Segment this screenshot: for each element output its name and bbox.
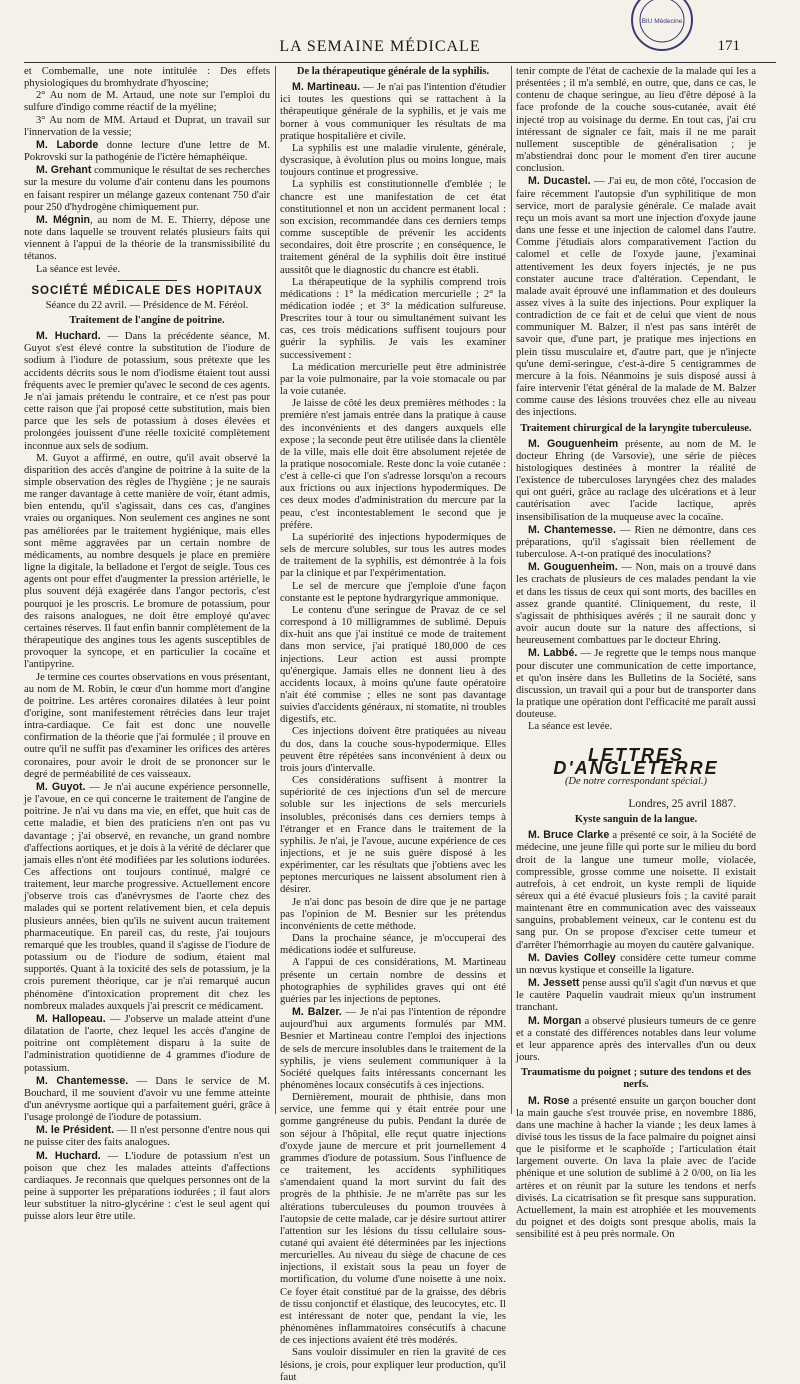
paragraph: 3° Au nom de MM. Artaud et Duprat, un travail sur l'innervation de la vessie; — [24, 114, 270, 138]
speaker-name: M. le Président. — [36, 1124, 115, 1137]
speaker-name: M. Balzer. — [292, 1006, 342, 1019]
paragraph — [516, 977, 756, 1014]
paragraph: La syphilis est une maladie virulente, générale, dyscrasique, à évolution plus ou moins longue, mais toujours continue et progressive. — [280, 142, 506, 179]
paragraph: La syphilis est constitutionnelle d'emblée ; le chancre est une manifestation de cet état constitutionnel et non un accident permanent local : son excision, recommandée dans ces derniers temps comme susceptible de prévenir les accidents secondaires, doit être proscrite ; en conséquence, le traitement général de la syphilis doit être institué aussitôt que le diagnostic du chancre est établi. — [280, 179, 506, 276]
paragraph — [516, 175, 756, 419]
paragraph: et Combemalle, une note intitulée : Des effets physiologiques du bromhydrate d'hyoscine; — [24, 66, 270, 90]
paragraph — [516, 1095, 756, 1242]
paragraph: Le contenu d'une seringue de Pravaz de ce sel correspond à 10 milligrammes de sublimé. Depuis dix-huit ans que j'ai institué ce mode de traitement dans mon service, j'ai pratiqué 180,000 de ces injections. Leur action est aussi prompte qu'énergique. Jamais elles ne donnent lieu à des accidents locaux, à moins qu'une faute opératoire n'ait été commise ; elles ne sont pas davantage suivies d'accidents généraux, ni stomatite, ni troubles digestifs, etc. — [280, 604, 506, 726]
speaker-name: M. Huchard. — [36, 1149, 101, 1162]
paragraph — [24, 214, 270, 264]
paragraph — [280, 81, 506, 143]
paragraph — [24, 1150, 270, 1224]
paragraph-text: considère cette tumeur comme un nœvus kystique et conseille la ligature. — [516, 952, 757, 976]
column-1 — [24, 66, 271, 1223]
paragraph — [24, 164, 270, 214]
paragraph: La séance est levée. — [528, 721, 613, 733]
paragraph — [516, 524, 756, 561]
correspondent-line: (De notre correspondant spécial.) — [564, 775, 708, 787]
journal-title: LA SEMAINE MÉDICALE — [279, 38, 481, 55]
column-divider — [511, 66, 512, 1114]
paragraph — [516, 1015, 756, 1065]
paragraph-text: présente, au nom de M. le docteur Ehring (de Varsovie), une série de pièces histologiques destinées à montrer la réalité de l'existence de tuberculoses laryngées chez des malades qui ont guéri, grâce au raclage des ulcérations et à leur cautérisation avec l'acide lactique, après insensibilisation de la muqueuse avec la cocaïne. — [516, 438, 756, 523]
paragraph: Sans vouloir dissimuler en rien la gravité de ces lésions, je crois, pour expliquer leur production, qu'il faut — [280, 1347, 506, 1383]
speaker-name: M. Huchard. — [36, 330, 101, 343]
paragraph: Je termine ces courtes observations en vous présentant, au nom de M. Robin, le cœur d'un homme mort d'angine de poitrine. Les artères coronaires dilatées à leur point d'origine, sont manifestement rétrécies dans leur trajet intra-cardiaque. Ce fait est donc une nouvelle confirmation de la théorie que j'ai formulée ; il prouve en outre qu'il ne suffit pas d'examiner les orifices des artères coronaires, pour avoir le droit de se prononcer sur le degré de perméabilité de ces vaisseaux. — [24, 671, 270, 780]
paragraph — [516, 952, 756, 977]
stamp-text: BIU Médecine — [641, 18, 683, 25]
paragraph-text: a présenté ce soir, à la Société de médecine, une jeune fille qui porte sur le milieu du bord droit de la langue une tumeur molle, violacée, compressible, grosse comme une noisette. Il existait autrefois, à cet endroit, un kyste rempli de liquide séreux qui a été évacué plusieurs fois ; la cavité parait maintenant être en communication avec des vaisseaux sanguins, probablement veineux, car le contenu est du sang pur. On se propose d'exciser cette tumeur et d'arrêter l'hémorrhagie au moyen du cautère galvanique. — [516, 830, 756, 951]
paragraph: 2° Au nom de M. Artaud, une note sur l'emploi du sulfure d'indigo comme réactif de la myéline; — [24, 90, 270, 114]
paragraph: Ces considérations suffisent à montrer la supériorité de ces injections d'un sel de mercure soluble sur les injections de sels mercuriels insolubles, préconisés dans ces derniers temps à l'étranger et en France dans le traitement de la syphilis. Je n'ai, je l'avoue, aucune expérience de ces injections, et je ne suis guère disposé à les expérimenter, car les résultats que j'obtiens avec les peptones mercuriques ne laissent absolument rien à désirer. — [280, 775, 506, 896]
paragraph: Je laisse de côté les deux premières méthodes : la première n'est jamais entrée dans la pratique à cause des inconvénients et des dangers auxquels elle expose ; la seconde peut être utilisée dans la clientèle de la ville, mais elle doit être absolument rejetée de la pratique nosocomiale. Reste donc la voie cutanée : c'est à celle-ci que l'on s'adresse lorsqu'on a recours aux frictions ou aux injections hypodermiques. De ces deux modes d'administration du mercure par la peau, c'est incontestablement le second que je préfère. — [280, 398, 506, 531]
column-divider — [275, 66, 276, 1114]
paragraph-text: donne lecture d'une lettre de M. Pokrovski sur la pathogénie de l'ictère hémaphéique. — [24, 139, 270, 164]
paragraph-text: — Dans le service de M. Bouchard, il me souvient d'avoir vu une femme atteinte d'un anévrysme aortique qui a parfaitement guéri, grâce à l'usage prolongé de l'iodure de potassium. — [24, 1075, 270, 1124]
speaker-name: M. Chantemesse. — [36, 1074, 129, 1087]
subheading: Kyste sanguin de la langue. — [574, 814, 698, 826]
paragraph-text: — Je n'ai pas l'intention d'étudier ici toutes les questions qui se rattachent à la thérapeutique générale de la syphilis, et je vais me borner à vous communiquer les résultats de ma pratique hospitalière et civile. — [280, 82, 506, 142]
subheading: Traitement chirurgical de la laryngite tuberculeuse. — [520, 422, 752, 434]
dateline: Londres, 25 avril 1887. — [628, 797, 736, 810]
column-2 — [280, 66, 506, 1383]
speaker-name: M. Martineau. — [292, 81, 361, 94]
paragraph: M. Guyot a affirmé, en outre, qu'il avait observé la disparition des accès d'angine de poitrine à la suite de la simple observation des règles de l'hygiène ; je ne saurais me ranger davantage à cette manière de voir, étant admis, bien entendu, qu'il s'agissait, dans ces cas, d'angines vraies ou organiques. Non seulement ces angines ne sont pas améliorées par le traitement hygiénique, mais elles sont même aggravées par un certain nombre de médicaments, au nombre desquels je place en première ligne la digitale, la belladone et l'ergot de seigle. Tous ces agents ont pour effet d'augmenter la pression artérielle, le plus souvent déjà exagérée dans l'angor pectoris, c'est pourquoi je les proscris. Le bromure de potassium, pour des raisons analogues, ne doit être employé qu'avec certaines réserves. Il faut enfin bannir complètement de la thérapeutique des angines tous les agents susceptibles de provoquer la syncope, et en particulier la cocaïne et l'antipyrine. — [24, 452, 270, 671]
speaker-name: M. Morgan — [528, 1014, 582, 1027]
paragraph — [24, 330, 270, 453]
paragraph — [24, 1075, 270, 1125]
paragraph-text: — J'observe un malade atteint d'une dilatation de l'aorte, chez lequel les accès d'angine de poitrine ont complètement disparu à la suite de l'administration quotidienne de 4 grammes d'iodure de potassium. — [24, 1013, 271, 1074]
paragraph: La médication mercurielle peut être administrée par la voie pulmonaire, par la voie stomacale ou par la voie cutanée. — [280, 361, 506, 398]
paragraph-text: — Rien ne démontre, dans ces préparations, qu'il s'agissait bien réellement de tuberculose. A-t-on pratiqué des inoculations? — [516, 524, 757, 561]
subheading: Traitement de l'angine de poitrine. — [69, 314, 225, 326]
paragraph-text: communique le résultat de ses recherches sur la mesure du volume d'air contenu dans les poumons en faisant respirer un mélange gazeux contenant 750 d'air pour 250 d'hydrogène chimiquement pur. — [24, 165, 270, 213]
paragraph-text: , au nom de M. E. Thierry, dépose une note dans laquelle se trouvent relatés plusieurs faits qui viennent à l'appui de la théorie de la transmissibilité du tétanos. — [24, 214, 270, 263]
paragraph — [24, 1013, 270, 1075]
paragraph-text: — L'iodure de potassium n'est un poison que chez les malades atteints d'affections cardiaques. Je reconnais que quelques personnes ont de la peine à supporter les préparations iodurées ; il faut alors leur substituer la nitro-glycérine : c'est le seul agent qui puisse alors leur être utile. — [24, 1150, 271, 1223]
subheading: De la thérapeutique générale de la syphilis. — [296, 66, 490, 77]
paragraph: Je n'ai donc pas besoin de dire que je ne partage pas l'opinion de M. Besnier sur les prétendus inconvénients de cette méthode. — [280, 896, 506, 932]
page-header — [20, 38, 740, 58]
speaker-name: M. Laborde — [36, 138, 99, 151]
speaker-name: M. Ducastel. — [528, 175, 591, 188]
paragraph — [280, 1006, 506, 1092]
speaker-name: M. Hallopeau. — [36, 1012, 106, 1025]
paragraph-text: a présenté ensuite un garçon boucher dont la main gauche s'est trouvée prise, en novembre 1886, dans une machine à hacher la viande ; les deux lames à divisé tous les tissus de la face palmaire du poignet ainsi que le pisiforme et le scaphoïde ; l'articulation était largement ouverte. On lava la plaie avec de l'acide phénique et une solution de sublimé à 2 0/00, on lia les artères et on réunit par la suture les tendons et nerfs divisés. La cicatrisation se fit presque sans suppuration. Actuellement, la main est atrophiée et les mouvements du poignet et des doigts sont presque abolis, mais la sensibilité est à peu près normale. On — [516, 1095, 756, 1241]
paragraph — [516, 438, 756, 524]
header-rule — [24, 62, 776, 63]
subheading: Traumatisme du poignet ; suture des tendons et des nerfs. — [520, 1067, 752, 1091]
paragraph — [24, 1124, 270, 1149]
paragraph — [516, 829, 756, 952]
paragraph-text: — Je n'ai aucune expérience personnelle, je l'avoue, en ce qui concerne le traitement de l'angine de poitrine. Je n'ai vu dans ma vie, en effet, que huit cas de cette maladie, et bien des praticiens n'en ont pas vu davantage ; j'ai observé, en revanche, un grand nombre d'affections aortiques, et je dois à la vérité de déclarer que jamais elles n'ont été modifiées par les solutions iodurées. Ces affections ont toujours continué, malgré ce traitement, leur marche progressive. Actuellement encore j'observe trois cas d'anévrysmes de l'aorte chez des malades qui se portent relativement bien, et cela depuis plusieurs années, bien qu'ils ne suivent aucun traitement pharmaceutique. En pareil cas, du reste, j'ai toujours remarqué que les troubles, quand il s'agisse de l'iodure de potassium ou de l'iodure de sodium, étaient mal supportés. Quant à la toxicité des sels de potassium, je la crois purement théorique, car je n'ai remarqué aucun phénomène d'intoxication proprement dit chez les nombreux malades auxquels j'ai prescrit ce médicament. — [24, 781, 270, 1012]
paragraph: Dans la prochaine séance, je m'occuperai des médications iodée et sulfureuse. — [280, 933, 506, 957]
paragraph-text: pense aussi qu'il s'agit d'un nœvus et que le cautère Paquelin vaudrait mieux qu'un instrument tranchant. — [516, 978, 756, 1014]
speaker-name: M. Mégnin — [36, 213, 91, 226]
speaker-name: M. Labbé. — [528, 647, 578, 660]
page-number: 171 — [717, 38, 740, 54]
column-3 — [516, 66, 757, 1241]
seance-line: Séance du 22 avril. — Présidence de M. Féréol. — [45, 299, 249, 311]
paragraph: tenir compte de l'état de cachexie de la malade qui les a présentées ; il m'a semblé, en outre, que, dans ce cas, le contenu de chaque seringue, au lieu d'être déposé à la face profonde de la couche sous-cutanée, avait été injecté trop au voisinage du derme. En tout cas, j'ai cru intéressant de signaler ce fait, mais il ne me parait nullement susceptible de généralisation ; je m'abstiendrai donc pour le moment d'en tirer aucune conclusion. — [516, 66, 756, 175]
speaker-name: M. Rose — [528, 1094, 570, 1107]
section-title: LETTRES D'ANGLETERRE — [553, 745, 719, 778]
section-title: SOCIÉTÉ MÉDICALE DES HOPITAUX — [31, 284, 263, 297]
paragraph: Dernièrement, mourait de phthisie, dans mon service, une femme qui y était entrée pour une gomme gangréneuse du pubis. Pendant la durée de son séjour à l'hôpital, elle reçut quatre injections d'oxyde jaune de mercure et prit journellement 4 grammes d'iodure de potassium. Sous l'influence de ce traitement, les accidents syphilitiques s'amendaient quand la mort survint du fait des progrès de la phthisie. Je ne m'arrête pas sur les altérations tuberculeuses du poumon trouvées à l'autopsie de cette malade, car je désire surtout attirer l'attention sur les lésions du tissu cellulaire sous-cutané qui avaient été déterminées par les injections mercurielles. Au niveau du siège de chacune de ces injections, il existait sous la peau un foyer de mortification, du volume d'une noisette à une noix. Ce foyer était constitué par de la graisse, des débris de tissu conjonctif et élastique, des leucocytes, etc. Il est intéressant de noter que, pendant la vie, les phénomènes inflammatoires consécutifs à chacune de ces injections avaient été très modérés. — [280, 1092, 506, 1347]
paragraph: La séance est levée. — [36, 263, 121, 275]
paragraph-text: — J'ai eu, de mon côté, l'occasion de faire récemment l'autopsie d'un syphilitique de mon service, mort de paralysie générale. Ce malade avait reçu un mois avant sa mort une injection d'oxyde jaune dans une fesse et une injection de calomel dans l'autre. Comme j'étudiais alors comparativement l'action du calomel et celle de l'oxyde jaune, j'examinai attentivement les deux foyers injectés, je ne pus constater aucune trace d'altération. Cependant, le malade avait éprouvé une inflammation et des douleurs assez vives à la suite des injections. Pour expliquer la contradiction de ce fait et de celui que vient de nous communiquer M. Balzer, il n'est pas sans intérêt de savoir que, d'une part, je pratique mes injections en plein tissu musculaire et, d'autre part, que je n'injecte qu'une demi-seringue, c'est-à-dire 5 centigrammes de mercure à la fois. Néanmoins je suis disposé aussi à faire intervenir l'état général de la malade de M. Balzer comme cause des lésions trouvées chez elle au niveau des injections. — [516, 176, 756, 419]
speaker-name: M. Chantemesse. — [528, 523, 616, 536]
paragraph: Ces injections doivent être pratiquées au niveau du dos, dans la couche sous-hypodermique. Elles peuvent être répétées sans inconvénient à deux ou trois jours d'intervalle. — [280, 726, 506, 774]
paragraph-text: a observé plusieurs tumeurs de ce genre et a constaté des différences notables dans leur volume et leur apparence après des intervalles d'un ou deux jours. — [516, 1015, 756, 1064]
speaker-name: M. Guyot. — [36, 780, 86, 793]
speaker-name: M. Davies Colley — [528, 951, 616, 964]
paragraph — [516, 561, 756, 647]
speaker-name: M. Gouguenheim. — [528, 561, 618, 574]
paragraph-text: — Je regrette que le temps nous manque pour discuter une communication de cette importance, et qu'on insère dans les Bulletins de la Société, sans discussion, un travail qui a pour but de transporter dans la pratique une opération dont l'efficacité me paraît aussi douteuse. — [516, 648, 756, 721]
paragraph: La supériorité des injections hypodermiques de sels de mercure solubles, sur tous les autres modes de traitement de la syphilis, est démontrée à la fois par la clinique et par l'expérimentation. — [280, 531, 506, 580]
speaker-name: M. Bruce Clarke — [528, 829, 610, 842]
speaker-name: M. Jessett — [528, 977, 580, 990]
paragraph-text: — Je n'ai pas l'intention de répondre aujourd'hui aux arguments formulés par MM. Besnier et Martineau contre l'emploi des injections de sels de mercure insolubles dans le traitement de la syphilis, je viens seulement communiquer à la Société quelques faits intéressants concernant les phénomènes locaux consécutifs à ces injections. — [280, 1007, 506, 1091]
paragraph: Le sel de mercure que j'emploie d'une façon constante est le peptone hydrargyrique ammonique. — [280, 580, 506, 604]
paragraph-text: — Il n'est personne d'entre nous qui ne puisse citer des faits analogues. — [24, 1125, 271, 1149]
paragraph — [24, 781, 270, 1013]
paragraph — [516, 647, 756, 721]
paragraph — [24, 139, 270, 164]
paragraph: La thérapeutique de la syphilis comprend trois médications : 1° la médication mercurielle ; 2° la médication iodée ; et 3° la médication sulfureuse. Prescrites tour à tour ou simultanément suivant les cas, ces trois médications suffisent toujours pour guérir la syphilis. Je vais les examiner successivement : — [280, 276, 506, 361]
paragraph: A l'appui de ces considérations, M. Martineau présente un certain nombre de dessins et photographies de syphilides graves qui ont été guéries par les injections de peptones. — [280, 957, 506, 1005]
speaker-name: M. Gouguenheim — [528, 437, 619, 450]
section-rule — [117, 280, 177, 281]
paragraph-text: — Non, mais on a trouvé dans les crachats de plusieurs de ces malades pendant la vie et dans les tissus de ceux qui sont morts, des bacilles en assez grande quantité. Cliniquement, du reste, il s'agissait de phthisiques avérés ; il ne saurait donc y avoir aucun doute sur la nature des affections, si heureusement combattues par le docteur Ehring. — [516, 562, 757, 647]
speaker-name: M. Grehant — [36, 164, 92, 177]
paragraph-text: — Dans la précédente séance, M. Guyot s'est élevé contre la substitution de l'iodure de sodium à l'iodure de potassium, sous prétexte que les accidents décrits sous le nom d'iodisme étaient tout aussi fréquents avec le premier qu'avec le second de ces agents. Je n'ai jamais prétendu le contraire, et ce n'est pas pour cette raison que j'ai proposé cette substitution, mais bien parce que les sels de potassium à doses élevées et prolongées jouissent d'une réelle toxicité complètement inconnue aux sels de sodium. — [24, 331, 270, 452]
